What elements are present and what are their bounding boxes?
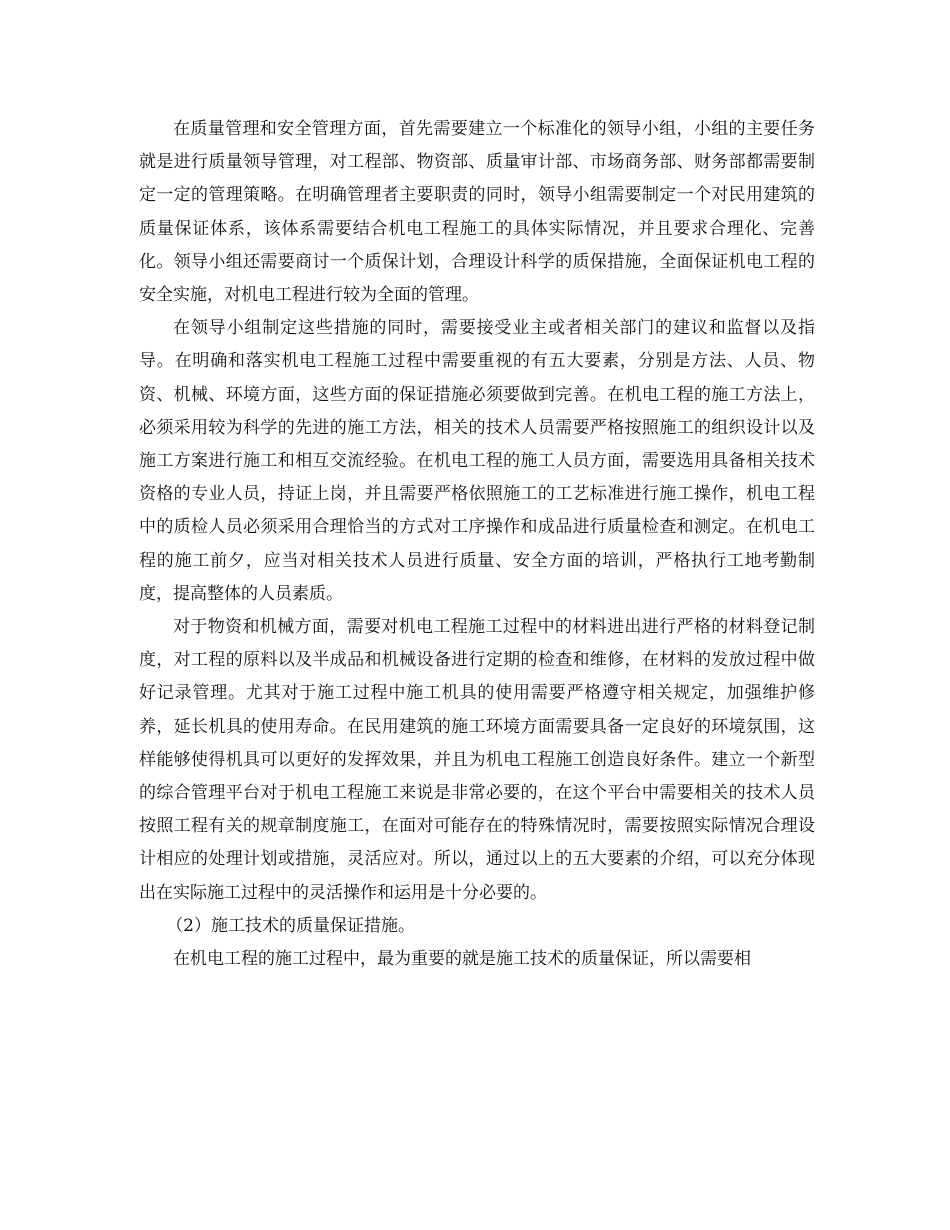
document-page: [139, 113, 815, 976]
paragraph-materials-machinery: 对于物资和机械方面，需要对机电工程施工过程中的材料进出进行严格的材料登记制度，对工程的原料以及半成品和机械设备进行定期的检查和维修，在材料的发放过程中做好记录管理。尤其对于施工过程中施工机具的使用需要严格遵守相关规定，加强维护修养，延长机具的使用寿命。在民用建筑的施工环境方面需要具备一定良好的环境氛围，这样能够使得机具可以更好的发挥效果，并且为机电工程施工创造良好条件。建立一个新型的综合管理平台对于机电工程施工来说是非常必要的，在这个平台中需要相关的技术人员按照工程有关的规章制度施工，在面对可能存在的特殊情况时，需要按照实际情况合理设计相应的处理计划或措施，灵活应对。所以，通过以上的五大要素的介绍，可以充分体现出在实际施工过程中的灵活操作和运用是十分必要的。: [139, 617, 815, 903]
paragraph-five-elements: 在领导小组制定这些措施的同时，需要接受业主或者相关部门的建议和监督以及指导。在明确和落实机电工程施工过程中需要重视的有五大要素，分别是方法、人员、物资、机械、环境方面，这些方面的保证措施必须要做到完善。在机电工程的施工方法上，必须采用较为科学的先进的施工方法，相关的技术人员需要严格按照施工的组织设计以及施工方案进行施工和相互交流经验。在机电工程的施工人员方面，需要选用具备相关技术资格的专业人员，持证上岗，并且需要严格依照施工的工艺标准进行施工操作，机电工程中的质检人员必须采用合理恰当的方式对工序操作和成品进行质量检查和测定。在机电工程的施工前夕，应当对相关技术人员进行质量、安全方面的培训，严格执行工地考勤制度，提高整体的人员素质。: [139, 318, 815, 604]
paragraph-quality-safety-management: 在质量管理和安全管理方面，首先需要建立一个标准化的领导小组，小组的主要任务就是进行质量领导管理，对工程部、物资部、质量审计部、市场商务部、财务部都需要制定一定的管理策略。在明确管理者主要职责的同时，领导小组需要制定一个对民用建筑的质量保证体系，该体系需要结合机电工程施工的具体实际情况，并且要求合理化、完善化。领导小组还需要商讨一个质保计划，合理设计科学的质保措施，全面保证机电工程的安全实施，对机电工程进行较为全面的管理。: [139, 119, 815, 306]
paragraph-construction-technology-intro: 在机电工程的施工过程中，最为重要的就是施工技术的质量保证，所以需要相: [173, 949, 751, 970]
section-heading-construction-technology: （2）施工技术的质量保证措施。: [166, 915, 416, 936]
